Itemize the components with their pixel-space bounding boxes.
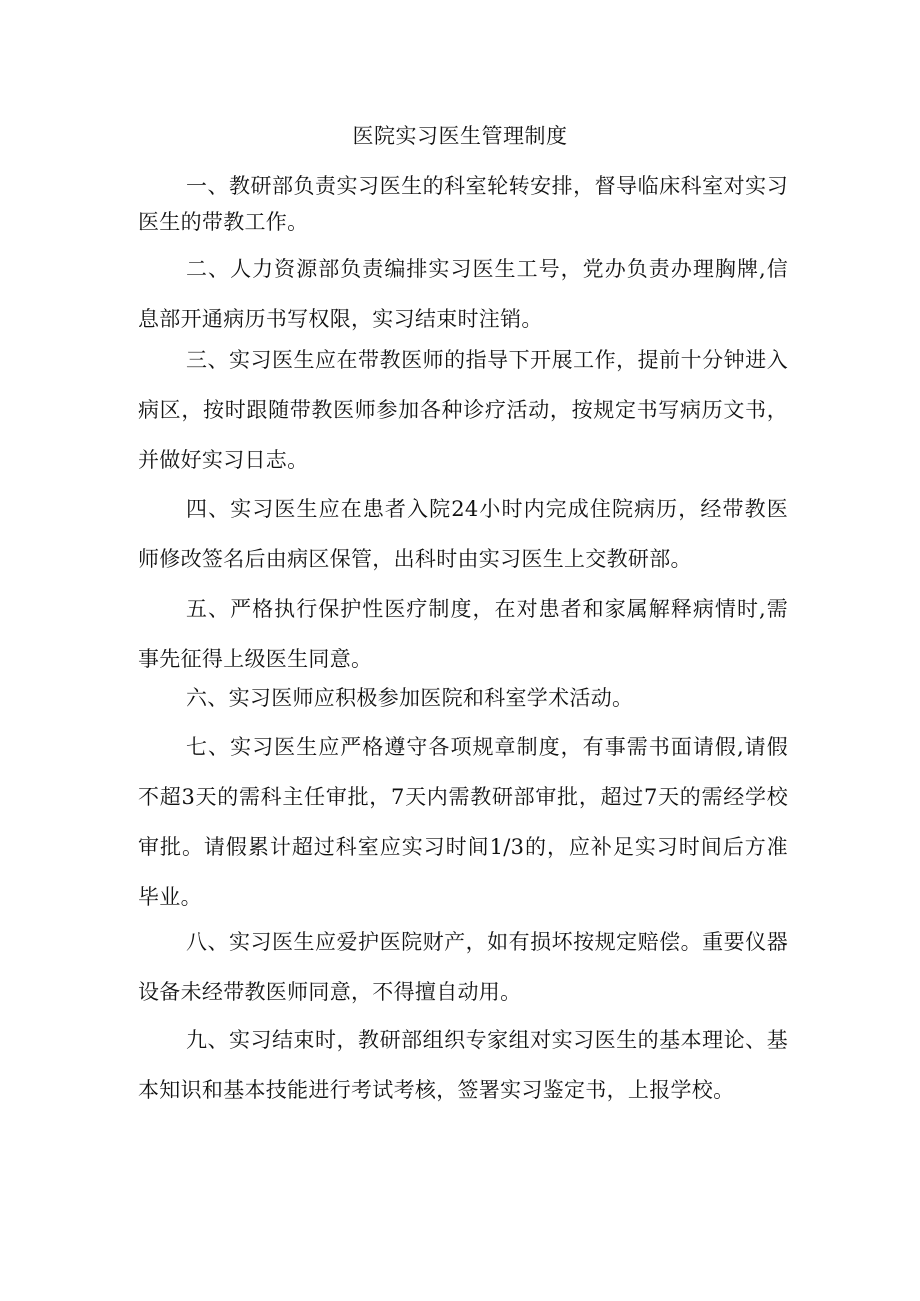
clause-6: 六、实习医师应积极参加医院和科室学术活动。 [186, 686, 634, 710]
clause-4: 四、实习医生应在患者入院24小时内完成住院病历，经带教医师修改签名后由病区保管，出科时由实习医生上交教研部。 [138, 497, 788, 571]
clause-7: 七、实习医生应严格遵守各项规章制度，有事需书面请假,请假不超3天的需科主任审批，7天内需教研部审批，超过7天的需经学校审批。请假累计超过科室应实习时间1/3的，应补足实习时间后方准毕业。 [138, 735, 788, 909]
document-title: 医院实习医生管理制度 [352, 124, 568, 148]
clause-3: 三、实习医生应在带教医师的指导下开展工作，提前十分钟进入病区，按时跟随带教医师参加各种诊疗活动，按规定书写病历文书，并做好实习日志。 [138, 348, 788, 472]
clause-8: 八、实习医生应爱护医院财产，如有损坏按规定赔偿。重要仪器设备未经带教医师同意，不得擅自动用。 [138, 930, 788, 1004]
clause-2: 二、人力资源部负责编排实习医生工号，党办负责办理胸牌,信息部开通病历书写权限，实习结束时注销。 [138, 257, 788, 331]
clause-1: 一、教研部负责实习医生的科室轮转安排，督导临床科室对实习医生的带教工作。 [138, 174, 788, 234]
clause-9: 九、实习结束时，教研部组织专家组对实习医生的基本理论、基本知识和基本技能进行考试考核，签署实习鉴定书，上报学校。 [138, 1028, 788, 1102]
clause-5: 五、严格执行保护性医疗制度，在对患者和家属解释病情时,需事先征得上级医生同意。 [138, 597, 788, 671]
